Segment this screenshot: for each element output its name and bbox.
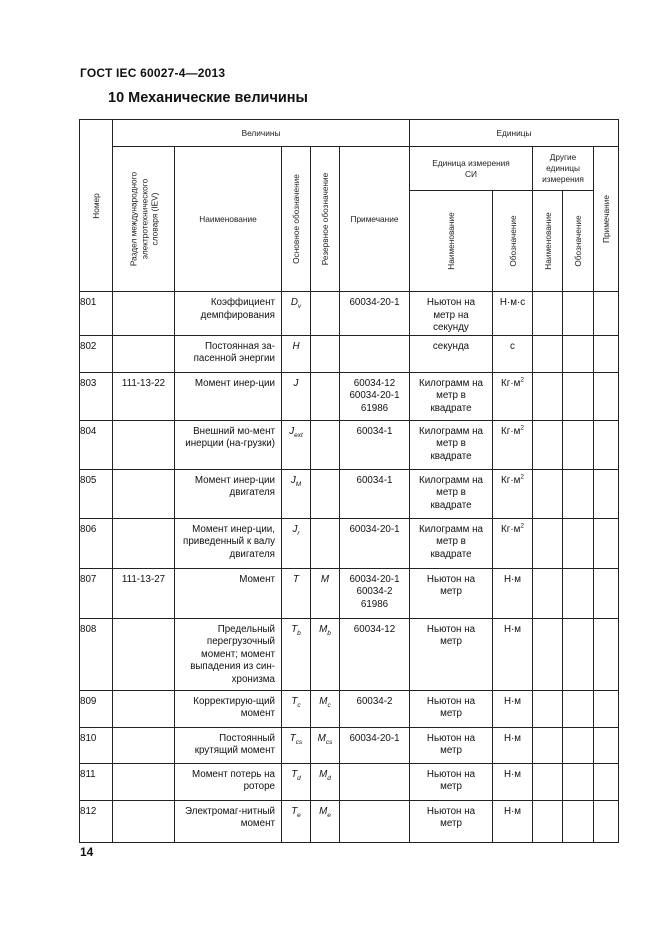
- header-number: Номер: [80, 120, 113, 292]
- row-iev: [113, 763, 175, 800]
- row-reserve-symbol: [311, 420, 340, 469]
- row-unit-note: [594, 763, 619, 800]
- row-unit-symbol: с: [493, 335, 533, 372]
- row-iev: [113, 292, 175, 336]
- row-unit-note: [594, 469, 619, 518]
- row-main-symbol: J: [282, 372, 311, 420]
- row-unit-symbol: Н·м: [493, 727, 533, 763]
- row-other-name: [533, 372, 563, 420]
- row-other-symbol: [563, 518, 594, 568]
- quantities-table: [79, 119, 619, 843]
- row-number: 802: [80, 335, 113, 372]
- row-unit-note: [594, 618, 619, 690]
- header-other-symbol: Обозначение: [563, 191, 594, 292]
- row-iev: [113, 335, 175, 372]
- row-name: Постоянная за-пасенной энергии: [175, 335, 282, 372]
- row-other-name: [533, 727, 563, 763]
- row-other-symbol: [563, 469, 594, 518]
- row-unit-note: [594, 800, 619, 842]
- row-other-symbol: [563, 568, 594, 618]
- row-other-symbol: [563, 618, 594, 690]
- row-number: 812: [80, 800, 113, 842]
- row-reserve-symbol: [311, 292, 340, 336]
- row-iev: [113, 727, 175, 763]
- row-note: 60034-20-1 60034-2 61986: [340, 568, 410, 618]
- row-unit-symbol: $Кг\cdot м^2$: [493, 420, 533, 469]
- row-unit-symbol: Н·м: [493, 618, 533, 690]
- table-row: [80, 727, 619, 763]
- header-other-units: Другие единицы измерения: [533, 147, 594, 191]
- row-name: Момент потерь на роторе: [175, 763, 282, 800]
- row-note: 60034-12: [340, 618, 410, 690]
- row-unit-symbol: Н·м: [493, 763, 533, 800]
- row-unit-note: [594, 690, 619, 727]
- row-name: Коэффициент демпфирования: [175, 292, 282, 336]
- row-other-name: [533, 518, 563, 568]
- row-unit-note: [594, 518, 619, 568]
- row-unit-name: Килограмм на метр в квадрате: [410, 420, 493, 469]
- row-reserve-symbol: $M_e$: [311, 800, 340, 842]
- row-unit-note: [594, 292, 619, 336]
- row-name: Момент: [175, 568, 282, 618]
- row-reserve-symbol: $M_{cs}$: [311, 727, 340, 763]
- header-si-units: Единица измерения СИ: [410, 147, 533, 191]
- row-unit-name: Ньютон на метр на секунду: [410, 292, 493, 336]
- table-row: [80, 292, 619, 336]
- section-title: 10 Механические величины: [108, 90, 308, 106]
- row-note: 60034-2: [340, 690, 410, 727]
- row-unit-symbol: $Кг\cdot м^2$: [493, 518, 533, 568]
- row-main-symbol: $J_r$: [282, 518, 311, 568]
- row-number: 806: [80, 518, 113, 568]
- row-name: Внешний мо-мент инерции (на-грузки): [175, 420, 282, 469]
- row-iev: [113, 469, 175, 518]
- row-other-name: [533, 690, 563, 727]
- table-row: [80, 568, 619, 618]
- header-iev: Раздел международного электротехнического словаря (IEV): [113, 147, 175, 292]
- row-unit-symbol: Н·м: [493, 568, 533, 618]
- table-row: [80, 469, 619, 518]
- header-note: Примечание: [340, 147, 410, 292]
- row-other-symbol: [563, 372, 594, 420]
- document-header: ГОСТ IEC 60027-4—2013: [80, 66, 226, 80]
- row-unit-name: Килограмм на метр в квадрате: [410, 469, 493, 518]
- row-iev: 111-13-22: [113, 372, 175, 420]
- row-note: [340, 335, 410, 372]
- row-main-symbol: H: [282, 335, 311, 372]
- row-number: 805: [80, 469, 113, 518]
- row-name: Момент инер-ции двигателя: [175, 469, 282, 518]
- row-reserve-symbol: [311, 372, 340, 420]
- row-unit-symbol: Н·м: [493, 690, 533, 727]
- row-iev: [113, 618, 175, 690]
- row-note: 60034-20-1: [340, 727, 410, 763]
- row-iev: [113, 420, 175, 469]
- row-unit-note: [594, 335, 619, 372]
- row-other-name: [533, 763, 563, 800]
- row-name: Предельный перегрузочный момент; момент выпадения из син-хронизма: [175, 618, 282, 690]
- row-unit-name: Ньютон на метр: [410, 800, 493, 842]
- row-number: 807: [80, 568, 113, 618]
- row-main-symbol: $T_d$: [282, 763, 311, 800]
- row-reserve-symbol: $M_c$: [311, 690, 340, 727]
- row-other-symbol: [563, 420, 594, 469]
- row-number: 803: [80, 372, 113, 420]
- row-iev: [113, 690, 175, 727]
- page-number: 14: [80, 845, 94, 859]
- row-unit-name: Килограмм на метр в квадрате: [410, 518, 493, 568]
- header-unit-symbol: Обозначение: [493, 191, 533, 292]
- row-other-symbol: [563, 292, 594, 336]
- table-row: [80, 618, 619, 690]
- row-other-name: [533, 420, 563, 469]
- row-name: Момент инер-ции, приведенный к валу двигателя: [175, 518, 282, 568]
- table-row: [80, 420, 619, 469]
- row-iev: [113, 800, 175, 842]
- row-number: 808: [80, 618, 113, 690]
- row-main-symbol: $T_{cs}$: [282, 727, 311, 763]
- row-other-symbol: [563, 335, 594, 372]
- header-quantities: Величины: [113, 120, 410, 147]
- row-reserve-symbol: [311, 469, 340, 518]
- row-other-name: [533, 292, 563, 336]
- table-row: [80, 763, 619, 800]
- row-unit-name: Ньютон на метр: [410, 568, 493, 618]
- row-unit-name: Килограмм на метр в квадрате: [410, 372, 493, 420]
- table-row: [80, 372, 619, 420]
- row-note: 60034-20-1: [340, 292, 410, 336]
- row-other-name: [533, 335, 563, 372]
- row-other-name: [533, 568, 563, 618]
- row-main-symbol: $D_v$: [282, 292, 311, 336]
- header-units: Единицы: [410, 120, 619, 147]
- row-main-symbol: $T_b$: [282, 618, 311, 690]
- table-row: [80, 800, 619, 842]
- row-other-symbol: [563, 727, 594, 763]
- row-main-symbol: $T_e$: [282, 800, 311, 842]
- row-other-name: [533, 800, 563, 842]
- row-note: 60034-12 60034-20-1 61986: [340, 372, 410, 420]
- header-unit-name: Наименование: [410, 191, 493, 292]
- row-number: 801: [80, 292, 113, 336]
- row-other-symbol: [563, 690, 594, 727]
- row-unit-name: секунда: [410, 335, 493, 372]
- row-name: Корректирую-щий момент: [175, 690, 282, 727]
- row-number: 804: [80, 420, 113, 469]
- row-note: 60034-20-1: [340, 518, 410, 568]
- table-row: [80, 335, 619, 372]
- row-note: [340, 800, 410, 842]
- row-unit-symbol: $Кг\cdot м^2$: [493, 372, 533, 420]
- row-unit-name: Ньютон на метр: [410, 690, 493, 727]
- row-unit-note: [594, 420, 619, 469]
- header-other-name: Наименование: [533, 191, 563, 292]
- row-other-symbol: [563, 800, 594, 842]
- row-note: [340, 763, 410, 800]
- header-reserve-symbol: Резервное обозначение: [311, 147, 340, 292]
- row-unit-name: Ньютон на метр: [410, 763, 493, 800]
- row-unit-name: Ньютон на метр: [410, 618, 493, 690]
- row-note: 60034-1: [340, 469, 410, 518]
- row-note: 60034-1: [340, 420, 410, 469]
- row-unit-note: [594, 372, 619, 420]
- row-number: 811: [80, 763, 113, 800]
- row-other-symbol: [563, 763, 594, 800]
- row-unit-symbol: Н·м·с: [493, 292, 533, 336]
- header-unit-note: Примечание: [594, 147, 619, 292]
- header-name: Наименование: [175, 147, 282, 292]
- row-number: 809: [80, 690, 113, 727]
- row-reserve-symbol: M: [311, 568, 340, 618]
- row-name: Электромаг-нитный момент: [175, 800, 282, 842]
- row-unit-note: [594, 727, 619, 763]
- row-unit-note: [594, 568, 619, 618]
- row-main-symbol: $J_{ext}$: [282, 420, 311, 469]
- row-main-symbol: $J_M$: [282, 469, 311, 518]
- header-main-symbol: Основное обозначение: [282, 147, 311, 292]
- row-reserve-symbol: [311, 518, 340, 568]
- row-reserve-symbol: $M_d$: [311, 763, 340, 800]
- row-main-symbol: $T_c$: [282, 690, 311, 727]
- row-reserve-symbol: [311, 335, 340, 372]
- table-row: [80, 518, 619, 568]
- row-reserve-symbol: $M_b$: [311, 618, 340, 690]
- row-number: 810: [80, 727, 113, 763]
- row-iev: 111-13-27: [113, 568, 175, 618]
- row-unit-symbol: $Кг\cdot м^2$: [493, 469, 533, 518]
- table-row: [80, 690, 619, 727]
- row-name: Момент инер-ции: [175, 372, 282, 420]
- row-unit-name: Ньютон на метр: [410, 727, 493, 763]
- row-other-name: [533, 469, 563, 518]
- row-unit-symbol: Н·м: [493, 800, 533, 842]
- row-other-name: [533, 618, 563, 690]
- row-name: Постоянный крутящий момент: [175, 727, 282, 763]
- row-iev: [113, 518, 175, 568]
- row-main-symbol: T: [282, 568, 311, 618]
